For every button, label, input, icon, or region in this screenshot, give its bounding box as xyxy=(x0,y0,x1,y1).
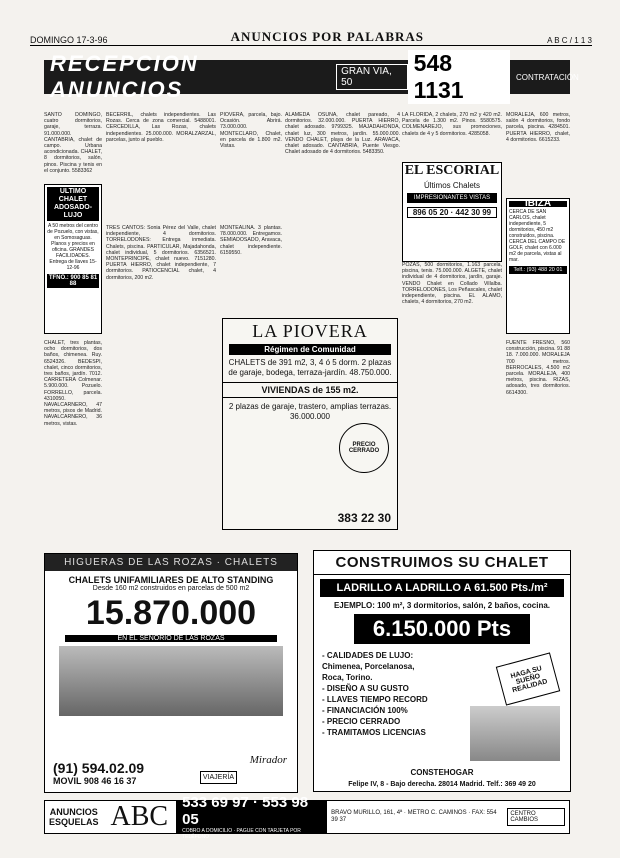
banner-address: GRAN VIA, 50 xyxy=(336,64,408,90)
header-page: A B C / 1 1 3 xyxy=(547,36,592,45)
mirador-logo: Mirador xyxy=(249,754,287,766)
ad-text: SANTO DOMINGO, cuatro dormitorios, garaje, terraza. 91.000.000. CANTABRIA, chalet de campo. Urbana acondicionada. CHALET, 8 dormitorios, salón, pinos. Piscina y tenis en el conjunto. 5583362 xyxy=(44,112,102,174)
viviendas-text: VIVIENDAS de 155 m2. xyxy=(223,382,397,398)
ad-price-per-m2: LADRILLO A LADRILLO A 61.500 Pts./m² xyxy=(320,579,564,597)
ad-price: 6.150.000 Pts xyxy=(354,614,530,644)
el-escorial-ad xyxy=(402,162,502,262)
ad-top: HIGUERAS DE LAS ROZAS · CHALETS xyxy=(45,554,297,571)
banner-label: RECEPCION ANUNCIOS xyxy=(50,51,199,102)
ad-text: POZAS, 500 dormitorios, 1.163 parcela, piscina, tenis. 75.000.000. ALGETE, chalet individual de 4 dormitorios, jardín, garaje. VENDO Chalet en Collado Villalba. TORRELODONES, Los Peñascales, chalet independiente, piscina. EL ALAMO, chalets, 4 dormitorios, 270 m2. xyxy=(402,262,502,306)
banner-contact: CONTRATACIÓN xyxy=(516,72,579,82)
dream-stamp: HAGA SU SUEÑO REALIDAD xyxy=(496,652,560,705)
ad-body: A 50 metros del centro de Pozuelo, con vistas, en Somosaguas. Planos y precios en oficina. GRANDES FACILIDADES. Entrega de llaves 15-12-96 xyxy=(47,223,99,271)
ad-text: ALAMEDA OSUNA, chalet pareado, 4 dormitorios. 32.000.000. PUERTA HIERRO, chalet adosado. 9799325. MAJADAHONDA, chalet luz, 300 metros, jardín. 55.000.000. VENDO CHALET, playa de la Luz. ARAVACA, chalet adosado. CANTABRIA, Puente Viesgo. Chalet adosado de 4 dormitorios. 5483350. xyxy=(285,112,400,156)
classified-column-5b xyxy=(402,262,502,542)
ad-phone: TFNO.: 900 85 81 88 xyxy=(48,275,98,287)
ad-text: TRES CANTOS: Sonia Pérez del Valle, chalet independiente, 4 dormitorios. TORRELODONES: Entrega inmediata. Chalets, piscina. PARTICULAR, Majadahonda, chalet individual, 5 dormitorios. 6356521. MONTEPRINCIPE, chalet nuevo. 7151280. PUERTA HIERRO, chalet independiente, 7 dormitorios. PATIOCENCIAL chalet, 4 dormitorios, 200 m2. xyxy=(106,225,216,281)
ad-subtitle: CHALETS UNIFAMILIARES DE ALTO STANDING xyxy=(68,575,274,585)
abc-logo: ABC xyxy=(110,801,169,832)
ad-title: CONSTRUIMOS SU CHALET xyxy=(314,551,570,575)
ad-subtitle: Régimen de Comunidad xyxy=(229,344,391,355)
ad-text: LA FLORIDA, 2 chalets, 270 m2 y 420 m2. Parcela de 1.300 m2. Pinos. 5580575. COLMENAREJO, sus promociones, chalets de 4 y 5 dormitorios. 4285058. xyxy=(402,112,502,137)
centro-cambios-logo: CENTRO CAMBIOS xyxy=(507,808,565,826)
viviendas-sub: 2 plazas de garaje, trastero, amplias terrazas. 36.000.000 xyxy=(228,402,392,421)
label-anuncios: ANUNCIOS xyxy=(49,807,98,817)
mirador-ad xyxy=(44,553,298,793)
ad-example: EJEMPLO: 100 m², 3 dormitorios, salón, 2 baños, cocina. xyxy=(333,601,551,610)
page-header xyxy=(30,30,592,46)
ad-text: FUENTE FRESNO, 560 construcción, piscina. 91 88 18. 7.000.000. MORALEJA 700 metros. BERROCALES, 4.500 m2 parcela. MORALEJA, 400 metros, piscina. RIZAS, adosado, tres dormitorios. 6614300. xyxy=(506,340,570,396)
list-item: Chimenea, Porcelanosa, xyxy=(322,662,415,671)
classified-column-6 xyxy=(506,112,570,194)
company-name: CONSTEHOGAR xyxy=(410,768,474,777)
construimos-chalet-ad xyxy=(313,550,571,792)
ad-subtitle: Últimos Chalets xyxy=(423,181,480,190)
house-image xyxy=(470,706,560,761)
ad-mobile: MOVIL 908 46 16 37 xyxy=(53,776,137,786)
classified-column-2b xyxy=(106,225,216,535)
bottom-banner xyxy=(44,794,570,840)
classified-column-2 xyxy=(106,112,216,222)
list-item: - LLAVES TIEMPO RECORD xyxy=(322,695,428,704)
header-date: DOMINGO 17-3-96 xyxy=(30,35,108,45)
label-esquelas: ESQUELAS xyxy=(49,817,99,827)
list-item: - FINANCIACIÓN 100% xyxy=(322,706,408,715)
ad-phone: 383 22 30 xyxy=(337,511,391,525)
classified-column-3 xyxy=(220,112,282,222)
building-image xyxy=(59,646,283,716)
bottom-phones-sub: COBRO A DOMICILIO · PAGUE CON TARJETA POR TELÉFONO xyxy=(182,828,301,840)
ad-band: EN EL SEÑORÍO DE LAS ROZAS xyxy=(65,635,277,642)
classified-column-4 xyxy=(285,112,400,322)
banner-phone: 548 1131 xyxy=(408,50,510,104)
list-item: - TRAMITAMOS LICENCIAS xyxy=(322,728,426,737)
ibiza-ad xyxy=(506,198,570,334)
ad-text: BECERRIL, chalets independientes. Las Rozas. Cerca de zona comercial. 5488001. CERCEDILLA, Las Rozas, chalets independientes. 25.000.000. MORALZARZAL, parcelas, junto al pueblo. xyxy=(106,112,216,143)
adosado-lujo-ad xyxy=(44,184,102,334)
reception-banner xyxy=(44,50,579,103)
list-item: - PRECIO CERRADO xyxy=(322,717,401,726)
classified-column-6b xyxy=(506,340,570,542)
ad-text: CHALET, tres plantas, ocho dormitorios, dos baños, chimenea. Ruy. 6524326. BEDESPI, chalet, cinco dormitorios, tres baños, jardín. 7012. CARRETERA Colmenar. 5.900.000. Pozuelo. FORRELLO, parcela. 4310050. NAVALCARNERO, 47 metros, pisos de Madrid. NAVALCARNERO, 36 metros, vistas. xyxy=(44,340,102,427)
ad-detail: Desde 160 m2 construidos en parcelas de 500 m2 xyxy=(92,585,250,592)
chalets-text: CHALETS de 391 m2, 3, 4 ó 5 dorm. 2 plazas de garaje, bodega, terraza-jardín. 48.750.000. xyxy=(228,358,392,377)
price-seal: PRECIO CERRADO xyxy=(339,423,389,473)
ad-title: LA PIOVERA xyxy=(252,321,368,341)
viajeria-logo: VIAJERÍA xyxy=(200,771,237,784)
ad-body: CERCA DE SAN CARLOS, chalet independiente, 5 dormitorios, 450 m2 construidos, piscina. CERCA DEL CAMPO DE GOLF, chalet con 6.000 m2 de parcela, vistas al mar. xyxy=(509,209,566,263)
classified-column-1b xyxy=(44,340,102,540)
classified-column-4b xyxy=(220,225,282,315)
ad-phone-block xyxy=(53,760,144,786)
ad-phone: Telf.: (93) 488 20 01 xyxy=(509,266,567,274)
bottom-phones: 533 69 97 · 553 98 05 xyxy=(182,794,309,828)
ad-text: PIOVERA, parcela, bajo. Ocasión. Abrirá. 73.000.000. MONTECLARO, Chalet, en parcela de 1.800 m2. Vistas. xyxy=(220,112,282,150)
ad-text: MONTEALINA. 3 plantas. 78.000.000. Entregamos. SEMIADOSADO, Aravaca, chalet independiente. 6159550. xyxy=(220,225,282,256)
ad-phone: 896 05 20 · 442 30 99 xyxy=(407,207,497,218)
ad-title: IBIZA xyxy=(509,201,567,207)
ad-strip: IMPRESIONANTES VISTAS xyxy=(407,193,497,203)
bottom-labels xyxy=(45,807,103,827)
ad-title: EL ESCORIAL xyxy=(404,163,500,178)
la-piovera-ad xyxy=(222,318,398,530)
company-address: Felipe IV, 8 - Bajo derecha. 28014 Madrid. Telf.: 369 49 20 xyxy=(348,781,536,788)
bottom-address: BRAVO MURILLO, 161, 4ª · METRO C. CAMINOS · FAX: 554 39 37 xyxy=(331,810,497,823)
list-item: - CALIDADES DE LUJO: xyxy=(322,651,414,660)
ad-price: 15.870.000 xyxy=(85,594,257,632)
bottom-phones-block xyxy=(176,794,327,840)
list-item: Roca, Torino. xyxy=(322,673,373,682)
header-title: ANUNCIOS POR PALABRAS xyxy=(230,29,424,44)
list-item: - DISEÑO A SU GUSTO xyxy=(322,684,409,693)
ad-text: MORALEJA, 600 metros, salón 4 dormitorios, fondo parcela, piscina. 4284501. PUERTA HIERRO, chalet, 4 dormitorios. 6615233. xyxy=(506,112,570,143)
ad-phone: (91) 594.02.09 xyxy=(53,760,145,776)
ad-title: ULTIMO CHALET ADOSADO-LUJO xyxy=(47,187,99,221)
